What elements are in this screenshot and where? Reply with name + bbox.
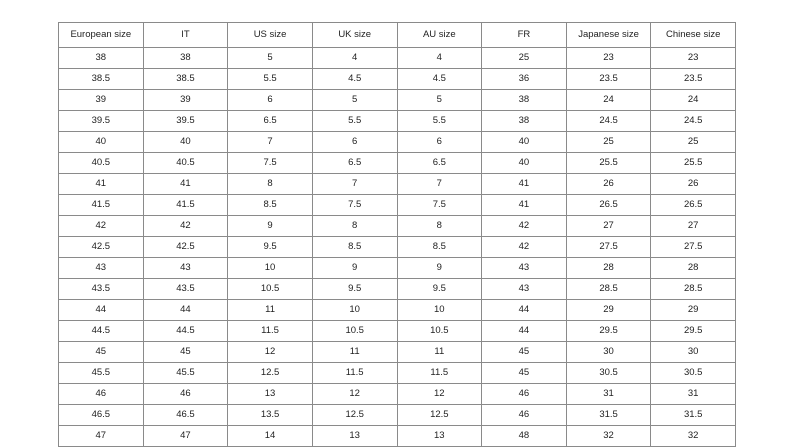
column-header: Japanese size (566, 23, 651, 48)
table-cell: 27 (651, 216, 736, 237)
table-cell: 39 (59, 90, 144, 111)
table-cell: 43 (482, 279, 567, 300)
table-cell: 41 (143, 174, 228, 195)
table-cell: 42 (482, 237, 567, 258)
table-row (59, 300, 736, 321)
table-cell: 44.5 (143, 321, 228, 342)
table-row (59, 111, 736, 132)
table-cell: 28.5 (566, 279, 651, 300)
table-row (59, 342, 736, 363)
table-cell: 41.5 (143, 195, 228, 216)
table-cell: 11.5 (312, 363, 397, 384)
table-cell: 11.5 (397, 363, 482, 384)
column-header: IT (143, 23, 228, 48)
table-cell: 41.5 (59, 195, 144, 216)
table-cell: 46.5 (143, 405, 228, 426)
table-row (59, 216, 736, 237)
table-cell: 27.5 (566, 237, 651, 258)
table-cell: 9 (228, 216, 313, 237)
table-cell: 40 (482, 132, 567, 153)
table-cell: 13.5 (228, 405, 313, 426)
table-row (59, 153, 736, 174)
table-cell: 29 (651, 300, 736, 321)
table-cell: 42.5 (143, 237, 228, 258)
table-cell: 13 (312, 426, 397, 447)
table-cell: 47 (59, 426, 144, 447)
table-cell: 7.5 (397, 195, 482, 216)
table-cell: 31.5 (651, 405, 736, 426)
table-row (59, 426, 736, 447)
table-row (59, 174, 736, 195)
table-cell: 5.5 (312, 111, 397, 132)
table-cell: 25 (566, 132, 651, 153)
table-cell: 43.5 (59, 279, 144, 300)
table-cell: 30 (651, 342, 736, 363)
table-cell: 40 (59, 132, 144, 153)
table-cell: 27 (566, 216, 651, 237)
table-cell: 30.5 (566, 363, 651, 384)
table-cell: 38 (482, 90, 567, 111)
table-cell: 43 (59, 258, 144, 279)
table-cell: 26.5 (651, 195, 736, 216)
table-cell: 10 (397, 300, 482, 321)
table-cell: 45 (482, 363, 567, 384)
table-cell: 40.5 (59, 153, 144, 174)
table-cell: 9.5 (228, 237, 313, 258)
table-cell: 11 (228, 300, 313, 321)
table-cell: 4 (312, 48, 397, 69)
table-cell: 8.5 (397, 237, 482, 258)
size-conversion-table (58, 22, 736, 447)
table-cell: 7.5 (228, 153, 313, 174)
table-cell: 45 (143, 342, 228, 363)
table-cell: 45.5 (143, 363, 228, 384)
table-cell: 6.5 (312, 153, 397, 174)
table-header (59, 23, 736, 48)
table-cell: 29.5 (651, 321, 736, 342)
table-cell: 4 (397, 48, 482, 69)
table-cell: 8.5 (312, 237, 397, 258)
table-row (59, 48, 736, 69)
table-cell: 12 (397, 384, 482, 405)
table-cell: 8 (397, 216, 482, 237)
table-cell: 10.5 (228, 279, 313, 300)
table-cell: 5.5 (228, 69, 313, 90)
table-cell: 31.5 (566, 405, 651, 426)
table-cell: 12.5 (228, 363, 313, 384)
table-cell: 42 (482, 216, 567, 237)
table-cell: 10.5 (312, 321, 397, 342)
table-cell: 8 (228, 174, 313, 195)
table-cell: 43 (143, 258, 228, 279)
table-cell: 39.5 (143, 111, 228, 132)
table-cell: 8.5 (228, 195, 313, 216)
table-cell: 44 (482, 321, 567, 342)
table-cell: 6 (397, 132, 482, 153)
table-cell: 7 (228, 132, 313, 153)
table-row (59, 195, 736, 216)
table-cell: 23.5 (651, 69, 736, 90)
table-cell: 44 (143, 300, 228, 321)
table-cell: 41 (482, 174, 567, 195)
table-cell: 40.5 (143, 153, 228, 174)
table-cell: 9.5 (397, 279, 482, 300)
table-cell: 7.5 (312, 195, 397, 216)
table-cell: 7 (397, 174, 482, 195)
table-cell: 12 (228, 342, 313, 363)
table-cell: 46 (482, 384, 567, 405)
table-cell: 23.5 (566, 69, 651, 90)
table-cell: 30 (566, 342, 651, 363)
table-cell: 14 (228, 426, 313, 447)
table-cell: 5 (312, 90, 397, 111)
table-cell: 44 (59, 300, 144, 321)
table-cell: 38 (59, 48, 144, 69)
table-cell: 46 (482, 405, 567, 426)
table-cell: 47 (143, 426, 228, 447)
table-cell: 29.5 (566, 321, 651, 342)
column-header: US size (228, 23, 313, 48)
column-header: Chinese size (651, 23, 736, 48)
table-cell: 44 (482, 300, 567, 321)
table-cell: 45 (59, 342, 144, 363)
table-cell: 23 (651, 48, 736, 69)
table-cell: 28.5 (651, 279, 736, 300)
table-cell: 31 (651, 384, 736, 405)
table-cell: 25.5 (566, 153, 651, 174)
table-cell: 36 (482, 69, 567, 90)
table-cell: 8 (312, 216, 397, 237)
table-cell: 42 (59, 216, 144, 237)
table-cell: 9 (397, 258, 482, 279)
table-row (59, 321, 736, 342)
table-cell: 40 (143, 132, 228, 153)
table-cell: 12 (312, 384, 397, 405)
table-cell: 38.5 (143, 69, 228, 90)
table-cell: 24.5 (566, 111, 651, 132)
table-cell: 6 (312, 132, 397, 153)
table-cell: 12.5 (312, 405, 397, 426)
table-row (59, 69, 736, 90)
table-cell: 39 (143, 90, 228, 111)
table-cell: 11.5 (228, 321, 313, 342)
column-header: AU size (397, 23, 482, 48)
table-cell: 25 (482, 48, 567, 69)
table-cell: 25.5 (651, 153, 736, 174)
table-cell: 5 (228, 48, 313, 69)
table-cell: 28 (566, 258, 651, 279)
table-row (59, 384, 736, 405)
table-cell: 31 (566, 384, 651, 405)
table-cell: 38 (143, 48, 228, 69)
table-cell: 42 (143, 216, 228, 237)
table-cell: 6.5 (228, 111, 313, 132)
table-row (59, 90, 736, 111)
table-cell: 6 (228, 90, 313, 111)
table-cell: 28 (651, 258, 736, 279)
table-row (59, 279, 736, 300)
table-cell: 46 (59, 384, 144, 405)
table-cell: 7 (312, 174, 397, 195)
table-cell: 38 (482, 111, 567, 132)
table-cell: 32 (566, 426, 651, 447)
table-body (59, 48, 736, 447)
table-cell: 26 (566, 174, 651, 195)
table-row (59, 258, 736, 279)
table-cell: 46.5 (59, 405, 144, 426)
table-cell: 46 (143, 384, 228, 405)
table-cell: 45.5 (59, 363, 144, 384)
table-cell: 29 (566, 300, 651, 321)
table-cell: 11 (397, 342, 482, 363)
table-cell: 38.5 (59, 69, 144, 90)
table-cell: 10 (228, 258, 313, 279)
table-cell: 13 (397, 426, 482, 447)
column-header: European size (59, 23, 144, 48)
table-cell: 41 (59, 174, 144, 195)
table-cell: 24.5 (651, 111, 736, 132)
table-cell: 5.5 (397, 111, 482, 132)
size-conversion-table-container (58, 22, 736, 447)
table-cell: 4.5 (312, 69, 397, 90)
table-cell: 42.5 (59, 237, 144, 258)
table-cell: 25 (651, 132, 736, 153)
table-row (59, 132, 736, 153)
table-cell: 26 (651, 174, 736, 195)
table-cell: 45 (482, 342, 567, 363)
table-cell: 39.5 (59, 111, 144, 132)
table-cell: 30.5 (651, 363, 736, 384)
table-cell: 4.5 (397, 69, 482, 90)
table-cell: 41 (482, 195, 567, 216)
table-cell: 12.5 (397, 405, 482, 426)
table-cell: 24 (651, 90, 736, 111)
table-cell: 10.5 (397, 321, 482, 342)
column-header: UK size (312, 23, 397, 48)
table-cell: 9.5 (312, 279, 397, 300)
column-header: FR (482, 23, 567, 48)
table-cell: 26.5 (566, 195, 651, 216)
table-row (59, 405, 736, 426)
table-cell: 40 (482, 153, 567, 174)
table-cell: 48 (482, 426, 567, 447)
table-cell: 44.5 (59, 321, 144, 342)
table-cell: 43.5 (143, 279, 228, 300)
table-row (59, 237, 736, 258)
table-cell: 11 (312, 342, 397, 363)
table-cell: 6.5 (397, 153, 482, 174)
table-cell: 24 (566, 90, 651, 111)
table-cell: 32 (651, 426, 736, 447)
table-cell: 13 (228, 384, 313, 405)
table-header-row (59, 23, 736, 48)
table-cell: 5 (397, 90, 482, 111)
table-cell: 9 (312, 258, 397, 279)
table-cell: 10 (312, 300, 397, 321)
table-cell: 43 (482, 258, 567, 279)
table-cell: 23 (566, 48, 651, 69)
table-cell: 27.5 (651, 237, 736, 258)
table-row (59, 363, 736, 384)
